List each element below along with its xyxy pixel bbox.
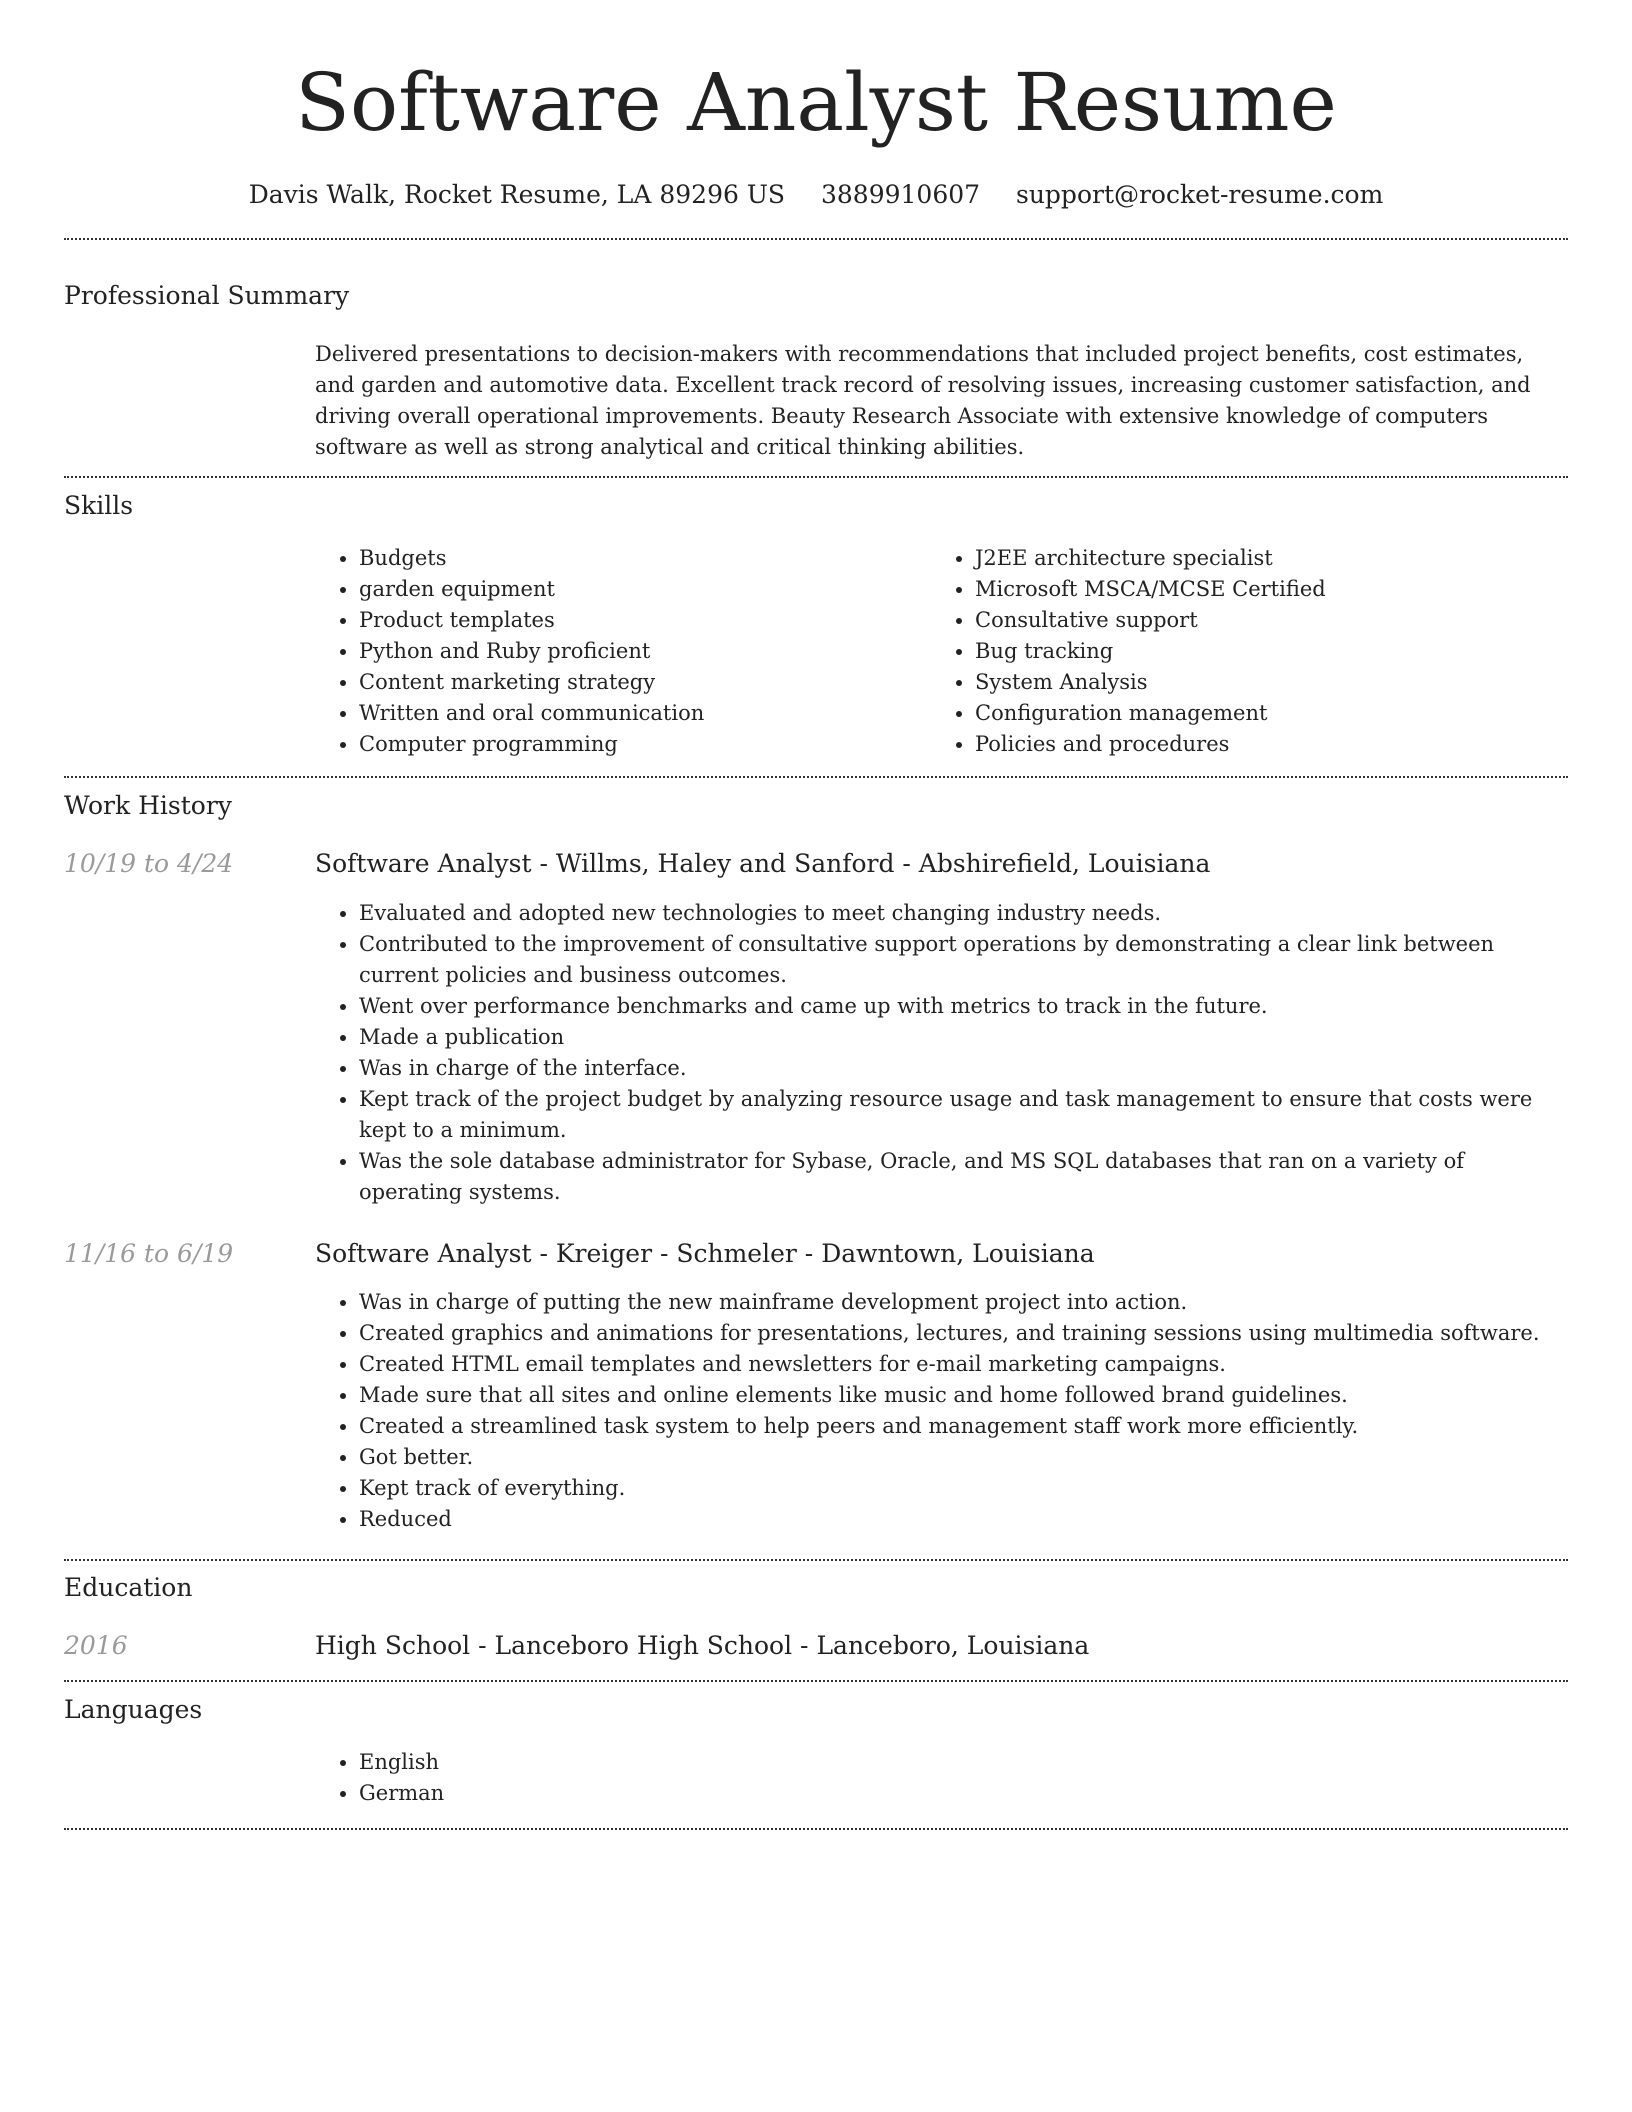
list-item: • Kept track of everything. bbox=[359, 1473, 1568, 1504]
list-item: • Was in charge of the interface. bbox=[359, 1053, 1568, 1084]
list-item: • Written and oral communication bbox=[359, 698, 931, 729]
section-heading: Skills bbox=[64, 491, 134, 520]
list-item: • Went over performance benchmarks and came up with metrics to track in the future. bbox=[359, 991, 1568, 1022]
divider bbox=[64, 238, 1568, 240]
list-item: • Kept track of the project budget by analyzing resource usage and task management to ensure that costs were kept to a minimum. bbox=[359, 1084, 1568, 1146]
list-item: • Created graphics and animations for presentations, lectures, and training sessions using multimedia software. bbox=[359, 1318, 1568, 1349]
list-item: • Microsoft MSCA/MCSE Certified bbox=[975, 574, 1547, 605]
job-date: 10/19 to 4/24 bbox=[64, 849, 234, 878]
skills-list-left bbox=[315, 543, 931, 760]
section-heading: Work History bbox=[64, 791, 232, 820]
skills-content bbox=[315, 543, 1568, 760]
job-date: 11/16 to 6/19 bbox=[64, 1239, 234, 1268]
list-item: • Made sure that all sites and online elements like music and home followed brand guidelines. bbox=[359, 1380, 1568, 1411]
contact-line bbox=[0, 178, 1632, 212]
list-item: • German bbox=[359, 1778, 1568, 1809]
list-item: • Created HTML email templates and newsletters for e-mail marketing campaigns. bbox=[359, 1349, 1568, 1380]
resume-header bbox=[0, 48, 1632, 212]
contact-phone: 3889910607 bbox=[820, 180, 981, 209]
languages-content bbox=[315, 1747, 1568, 1809]
list-item: • Got better. bbox=[359, 1442, 1568, 1473]
list-item: • Bug tracking bbox=[975, 636, 1547, 667]
list-item: • Contributed to the improvement of consultative support operations by demonstrating a clear link between current policies and business outcomes. bbox=[359, 929, 1568, 991]
list-item: • System Analysis bbox=[975, 667, 1547, 698]
list-item: • Consultative support bbox=[975, 605, 1547, 636]
divider bbox=[64, 1680, 1568, 1682]
education-title: High School - Lanceboro High School - Lanceboro, Louisiana bbox=[315, 1631, 1090, 1660]
page-title: Software Analyst Resume bbox=[295, 56, 1337, 149]
list-item: • Computer programming bbox=[359, 729, 931, 760]
languages-section bbox=[64, 1693, 1568, 1823]
job-title: Software Analyst - Kreiger - Schmeler - Dawntown, Louisiana bbox=[315, 1239, 1095, 1268]
section-heading: Professional Summary bbox=[64, 281, 350, 310]
list-item: • Product templates bbox=[359, 605, 931, 636]
education-section bbox=[64, 1571, 1568, 1671]
list-item: • Made a publication bbox=[359, 1022, 1568, 1053]
list-item: • Was the sole database administrator for Sybase, Oracle, and MS SQL databases that ran on a variety of operating systems. bbox=[359, 1146, 1568, 1208]
education-date: 2016 bbox=[64, 1631, 128, 1660]
job-bullets bbox=[315, 898, 1568, 1208]
list-item: • Reduced bbox=[359, 1504, 1568, 1535]
section-heading: Education bbox=[64, 1573, 193, 1602]
summary-content bbox=[315, 339, 1568, 463]
job-title: Software Analyst - Willms, Haley and Sanford - Abshirefield, Louisiana bbox=[315, 849, 1211, 878]
list-item: • English bbox=[359, 1747, 1568, 1778]
divider bbox=[64, 1828, 1568, 1830]
summary-section bbox=[64, 279, 1568, 459]
list-item: • garden equipment bbox=[359, 574, 931, 605]
list-item: • Python and Ruby proficient bbox=[359, 636, 931, 667]
section-heading: Languages bbox=[64, 1695, 203, 1724]
list-item: • Content marketing strategy bbox=[359, 667, 931, 698]
divider bbox=[64, 476, 1568, 478]
list-item: • J2EE architecture specialist bbox=[975, 543, 1547, 574]
skills-list-right bbox=[931, 543, 1547, 760]
contact-email: support@rocket-resume.com bbox=[1016, 180, 1384, 209]
list-item: • Policies and procedures bbox=[975, 729, 1547, 760]
list-item: • Budgets bbox=[359, 543, 931, 574]
list-item: • Evaluated and adopted new technologies to meet changing industry needs. bbox=[359, 898, 1568, 929]
divider bbox=[64, 776, 1568, 778]
list-item: • Was in charge of putting the new mainframe development project into action. bbox=[359, 1287, 1568, 1318]
summary-text: Delivered presentations to decision-makers with recommendations that included project benefits, cost estimates, and garden and automotive data. Excellent track record of resolving issues, increasing customer satisfaction, and driving overall operational improvements. Beauty Research Associate with extensive knowledge of computers software as well as strong analytical and critical thinking abilities. bbox=[315, 342, 1531, 459]
contact-address: Davis Walk, Rocket Resume, LA 89296 US bbox=[248, 180, 786, 209]
list-item: • Created a streamlined task system to help peers and management staff work more efficiently. bbox=[359, 1411, 1568, 1442]
job-bullets bbox=[315, 1287, 1568, 1535]
list-item: • Configuration management bbox=[975, 698, 1547, 729]
work-history-section bbox=[64, 789, 1568, 1549]
divider bbox=[64, 1559, 1568, 1561]
skills-section bbox=[64, 489, 1568, 769]
